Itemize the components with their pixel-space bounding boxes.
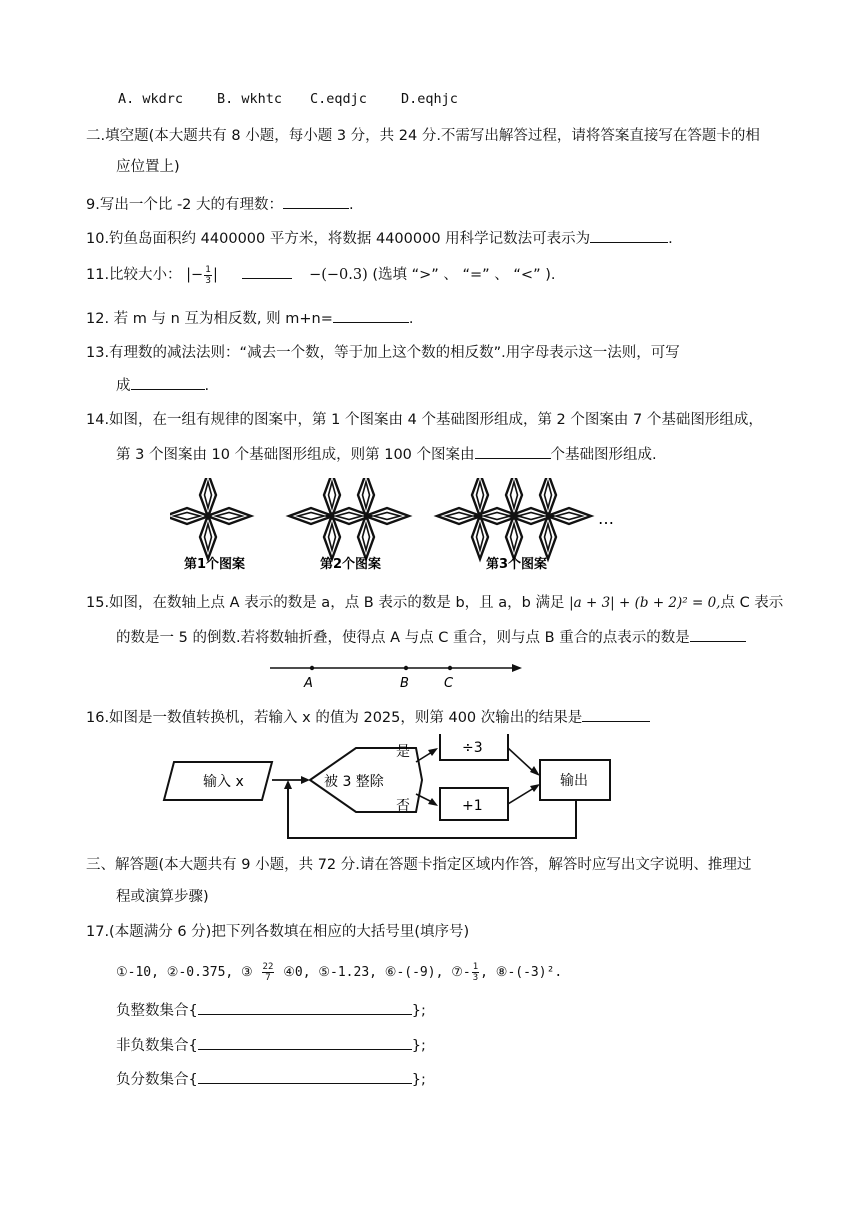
option-c: C.eqdjc (310, 91, 367, 107)
pattern-3 (437, 478, 591, 559)
option-d: D.eqhjc (401, 91, 458, 107)
flowchart (160, 734, 620, 842)
question-15-formula: |a + 3| + (b + 2)² = 0, (569, 595, 721, 611)
frac-22-num: 22 (262, 962, 274, 972)
point-c-label: C (444, 676, 454, 690)
question-16 (86, 707, 650, 728)
question-13-cont (116, 375, 209, 396)
question-13: 13.有理数的减法法则：“减去一个数，等于加上这个数的相反数”.用字母表示这一法则，可写 (86, 345, 680, 361)
question-16-text: 16.如图是一数值转换机，若输入 x 的值为 2025，则第 400 次输出的结果是 (86, 710, 583, 726)
question-14-line2a: 第 3 个图案由 10 个基础图形组成，则第 100 个图案由 (116, 447, 475, 463)
decision-label: 被 3 整除 (324, 774, 384, 790)
answer-blank-16[interactable] (582, 707, 650, 722)
set-blank-1[interactable] (198, 1000, 412, 1015)
section-3-heading-cont: 程或演算步骤) (116, 889, 209, 905)
pattern-caption-1: 第1个图案 (184, 557, 246, 572)
question-12-end: . (408, 311, 414, 327)
answer-blank-10[interactable] (590, 228, 668, 243)
items-part-c: , ⑧-(-3)². (480, 965, 563, 980)
question-9-text: 9.写出一个比 -2 大的有理数： (86, 197, 284, 213)
point-a-label: A (304, 676, 313, 690)
question-14-cont (116, 444, 657, 465)
op-no-label: +1 (462, 798, 483, 814)
question-13-end: . (204, 378, 210, 394)
option-b: B. wkhtc (217, 91, 283, 107)
frac-22-den: 7 (265, 973, 271, 983)
pattern-caption-3: 第3个图案 (486, 557, 548, 572)
question-11-rhs: −(−0.3) (309, 267, 368, 283)
items-part-b: ④0, ⑤-1.23, ⑥-(-9), ⑦- (283, 965, 471, 980)
output-label: 输出 (560, 773, 588, 789)
pattern-2 (289, 478, 409, 559)
answer-blank-11[interactable] (242, 264, 292, 279)
question-17: 17.(本题满分 6 分)把下列各数填在相应的大括号里(填序号) (86, 924, 470, 940)
question-13-line2: 成 (116, 378, 131, 394)
frac-1-den: 3 (472, 973, 479, 983)
question-12 (86, 308, 413, 329)
question-15 (86, 593, 783, 613)
question-9 (86, 194, 354, 215)
pattern-figure (170, 478, 630, 578)
set-label-1: 负整数集合{ (116, 1003, 198, 1019)
fraction-numerator: 1 (205, 264, 211, 275)
point-b-label: B (400, 676, 409, 690)
yes-label: 是 (396, 744, 410, 760)
fraction-one-third (204, 265, 212, 286)
question-15-line2: 的数是一 5 的倒数.若将数轴折叠，使得点 A 与点 C 重合，则与点 B 重合的点表示的数是 (116, 630, 690, 646)
set-negative-integers (116, 1000, 426, 1021)
answer-blank-15[interactable] (690, 627, 746, 642)
fraction-1-3 (472, 962, 479, 983)
set-end-1: }; (411, 1003, 426, 1019)
question-15-cont (116, 627, 746, 648)
answer-blank-13[interactable] (131, 375, 205, 390)
no-label: 否 (396, 798, 410, 814)
frac-1-num: 1 (472, 962, 479, 972)
question-14-line2b: 个基础图形组成. (550, 447, 657, 463)
question-10 (86, 228, 673, 249)
question-15-line1a: 15.如图，在数轴上点 A 表示的数是 a，点 B 表示的数是 b，且 a，b 满足 (86, 595, 565, 611)
question-12-text: 12. 若 m 与 n 互为相反数, 则 m+n= (86, 311, 333, 327)
set-blank-3[interactable] (198, 1069, 412, 1084)
question-11-hint: (选填 “>” 、 “=” 、 “<” ). (372, 267, 556, 283)
question-15-line1b: 点 C 表示 (720, 595, 784, 611)
set-blank-2[interactable] (198, 1035, 412, 1050)
question-17-items (116, 962, 562, 983)
question-11-prefix: 11.比较大小： (86, 267, 182, 283)
question-10-end: . (668, 231, 673, 247)
section-3-heading: 三、解答题(本大题共有 9 小题，共 72 分.请在答题卡指定区域内作答，解答时应写出文字说明、推理过 (86, 857, 752, 873)
input-label: 输入 x (203, 774, 244, 790)
question-11 (86, 264, 555, 286)
set-end-2: }; (411, 1038, 426, 1054)
pattern-1 (170, 478, 251, 559)
question-10-text: 10.钓鱼岛面积约 4400000 平方米，将数据 4400000 用科学记数法可表示为 (86, 231, 591, 247)
fraction-22-7 (262, 962, 275, 983)
answer-blank-12[interactable] (333, 308, 409, 323)
set-non-negative (116, 1035, 426, 1056)
answer-blank-9[interactable] (283, 194, 349, 209)
option-a: A. wkdrc (118, 91, 184, 107)
number-line (266, 656, 530, 690)
pattern-ellipsis: … (598, 509, 614, 528)
set-negative-fractions (116, 1069, 426, 1090)
items-part-a: ①-10, ②-0.375, ③ (116, 965, 253, 980)
section-2-heading: 二.填空题(本大题共有 8 小题，每小题 3 分，共 24 分.不需写出解答过程，请将答案直接写在答题卡的相 (86, 128, 760, 144)
section-2-heading-cont: 应位置上) (116, 159, 180, 175)
set-label-3: 负分数集合{ (116, 1072, 198, 1088)
pattern-caption-2: 第2个图案 (320, 557, 382, 572)
question-14: 14.如图，在一组有规律的图案中，第 1 个图案由 4 个基础图形组成，第 2 个图案由 7 个基础图形组成， (86, 412, 763, 428)
abs-close: | (212, 267, 218, 283)
fraction-denominator: 3 (205, 275, 211, 286)
answer-blank-14[interactable] (475, 444, 551, 459)
op-yes-label: ÷3 (462, 740, 483, 756)
set-end-3: }; (411, 1072, 426, 1088)
set-label-2: 非负数集合{ (116, 1038, 198, 1054)
abs-open: |− (186, 267, 204, 283)
question-9-end: . (349, 197, 354, 213)
